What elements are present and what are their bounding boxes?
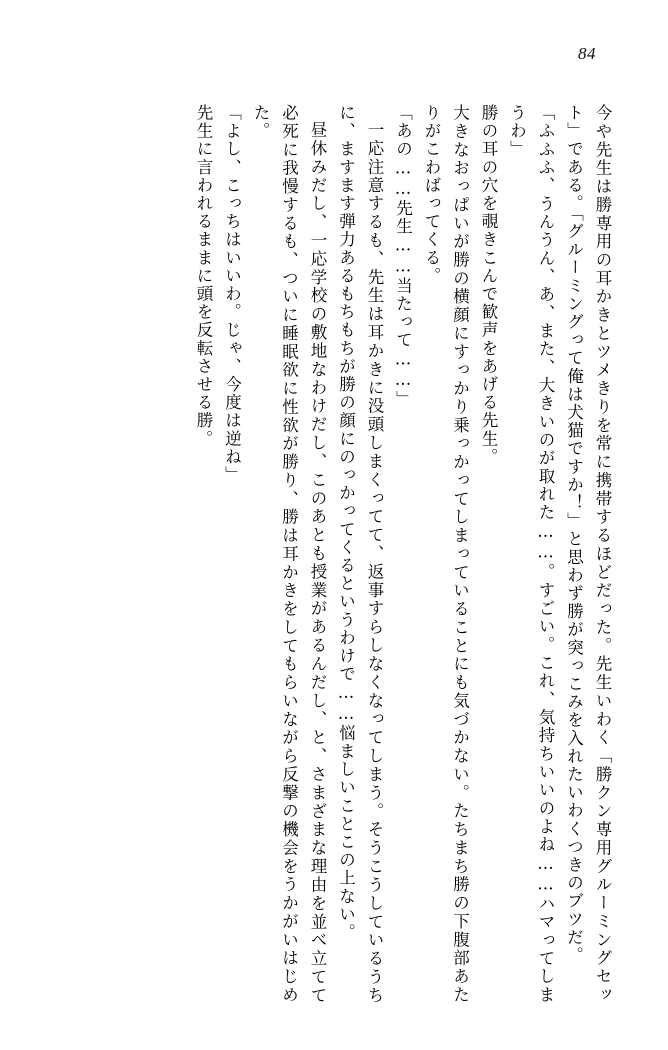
paragraph: 「よし、こっちはいいわ。じゃ、今度は逆ね」 (222, 104, 242, 485)
paragraph: 「あの……先生……当たって……」 (393, 104, 413, 409)
paragraph: 勝の耳の穴を覗きこんで歓声をあげる先生。 (479, 104, 498, 466)
paragraph: 昼休みだし、一応学校の敷地なわけだし、このあとも授業があるんだし、と、さまざまな理由を並べ立てて必死に我慢するも、ついに睡眠欲に性欲が勝り、勝は耳かきをしてもらいながら反撃の機会をうかがいはじめた。 (251, 104, 327, 1004)
page-body-text (34, 104, 616, 1004)
paragraph: 今や先生は勝専用の耳かきとツメきりを常に携帯するほどだった。先生いわく「勝クン専用グルーミングセット」である。「グルーミングって俺は犬猫ですか！」と思わず勝が突っこみを入れたいわくつきのブツだ。 (564, 104, 612, 1004)
paragraph: 先生に言われるままに頭を反転させる勝。 (194, 104, 213, 448)
paragraph: 大きなおっぱいが勝の横顔にすっかり乗っかってしまっていることにも気づかない。たちまち勝の下腹部あたりがこわばってくる。 (422, 104, 470, 1004)
page-number: 84 (578, 44, 596, 63)
paragraph: 一応注意するも、先生は耳かきに没頭しまくってて、返事すらしなくなってしまう。そうこうしているうちに、ますます弾力あるもちもちが勝の顔にのっかってくるというわけで……悩ましいことこの上ない。 (336, 104, 384, 1004)
paragraph: 「ふふふ、うんうん、あ、また、大きいのが取れた……。すごい。これ、気持ちいいのよね……ハマってしまうわ」 (507, 104, 555, 1004)
